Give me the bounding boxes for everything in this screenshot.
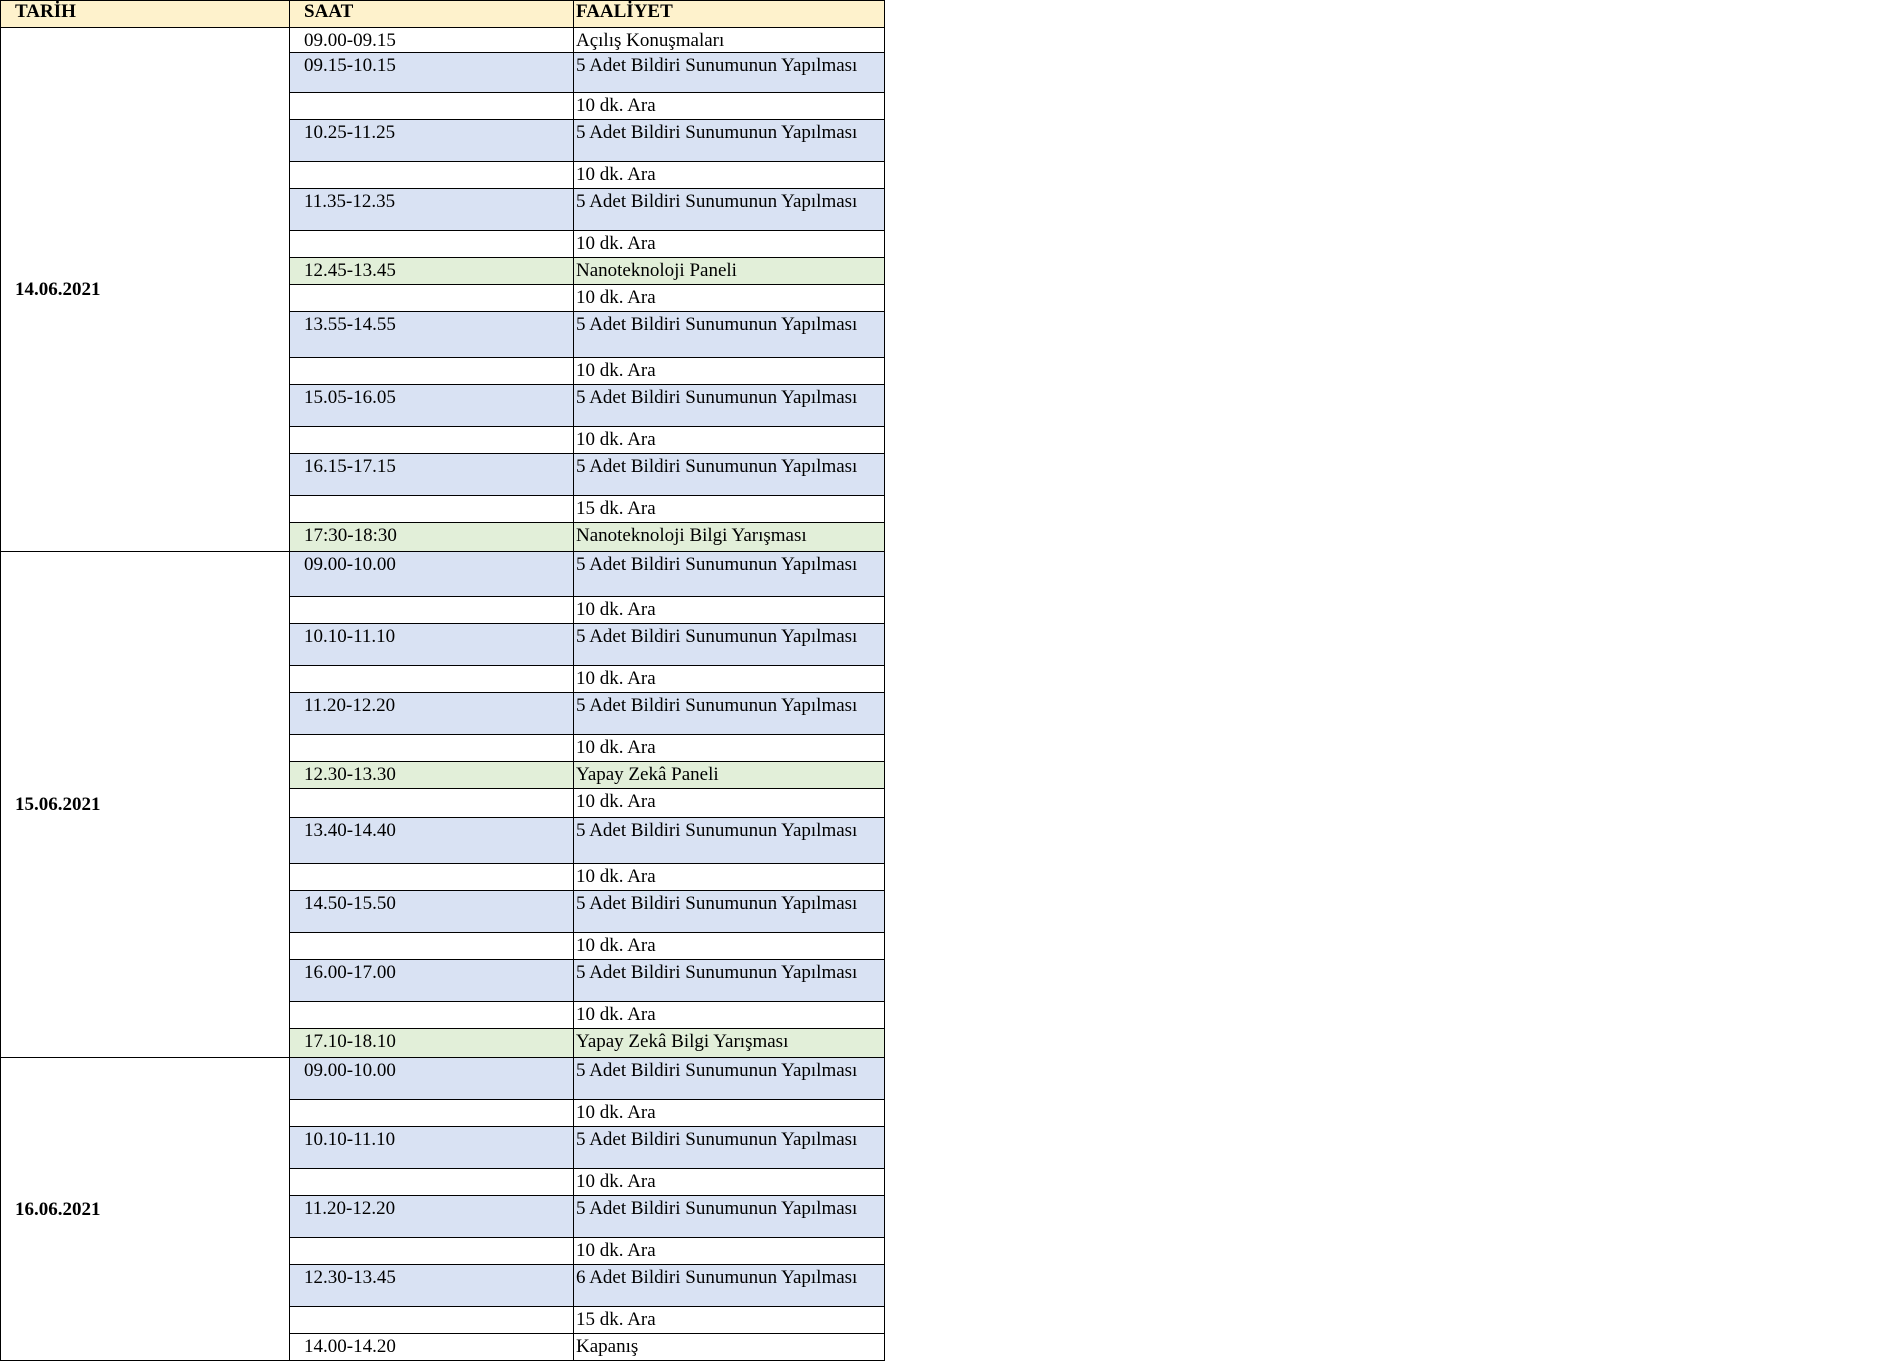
time-cell: 11.20-12.20 [290, 1196, 574, 1238]
activity-cell: 10 dk. Ara [574, 1169, 885, 1196]
schedule-table [0, 0, 885, 1361]
activity-cell: Nanoteknoloji Paneli [574, 258, 885, 285]
activity-cell: 10 dk. Ara [574, 427, 885, 454]
time-cell [290, 1238, 574, 1265]
time-cell [290, 162, 574, 189]
time-cell: 12.45-13.45 [290, 258, 574, 285]
activity-cell: 10 dk. Ara [574, 93, 885, 120]
activity-cell: 6 Adet Bildiri Sunumunun Yapılması [574, 1265, 885, 1307]
schedule-row [1, 28, 885, 53]
activity-cell: 10 dk. Ara [574, 1238, 885, 1265]
time-cell [290, 93, 574, 120]
header-date: TARİH [1, 1, 290, 28]
time-cell: 16.15-17.15 [290, 454, 574, 496]
date-cell: 14.06.2021 [1, 28, 290, 552]
activity-cell: 5 Adet Bildiri Sunumunun Yapılması [574, 189, 885, 231]
time-cell [290, 285, 574, 312]
time-cell [290, 864, 574, 891]
time-cell: 11.35-12.35 [290, 189, 574, 231]
activity-cell: 5 Adet Bildiri Sunumunun Yapılması [574, 120, 885, 162]
time-cell [290, 735, 574, 762]
time-cell: 10.25-11.25 [290, 120, 574, 162]
schedule-row [1, 552, 885, 597]
activity-cell: 10 dk. Ara [574, 162, 885, 189]
activity-cell: 10 dk. Ara [574, 285, 885, 312]
activity-cell: 10 dk. Ara [574, 864, 885, 891]
activity-cell: 5 Adet Bildiri Sunumunun Yapılması [574, 818, 885, 864]
activity-cell: 10 dk. Ara [574, 597, 885, 624]
time-cell [290, 1100, 574, 1127]
activity-cell: 10 dk. Ara [574, 933, 885, 960]
activity-cell: 5 Adet Bildiri Sunumunun Yapılması [574, 891, 885, 933]
activity-cell: 10 dk. Ara [574, 231, 885, 258]
header-activity: FAALİYET [574, 1, 885, 28]
time-cell: 12.30-13.45 [290, 1265, 574, 1307]
time-cell: 13.55-14.55 [290, 312, 574, 358]
activity-cell: 5 Adet Bildiri Sunumunun Yapılması [574, 1058, 885, 1100]
activity-cell: 5 Adet Bildiri Sunumunun Yapılması [574, 312, 885, 358]
date-cell: 15.06.2021 [1, 552, 290, 1058]
time-cell [290, 231, 574, 258]
time-cell: 13.40-14.40 [290, 818, 574, 864]
time-cell: 10.10-11.10 [290, 624, 574, 666]
time-cell: 17:30-18:30 [290, 523, 574, 552]
schedule-row [1, 1058, 885, 1100]
time-cell: 09.00-10.00 [290, 552, 574, 597]
activity-cell: 15 dk. Ara [574, 496, 885, 523]
time-cell [290, 1169, 574, 1196]
time-cell [290, 496, 574, 523]
activity-cell: 15 dk. Ara [574, 1307, 885, 1334]
activity-cell: Açılış Konuşmaları [574, 28, 885, 53]
activity-cell: Yapay Zekâ Bilgi Yarışması [574, 1029, 885, 1058]
activity-cell: 5 Adet Bildiri Sunumunun Yapılması [574, 385, 885, 427]
activity-cell: Yapay Zekâ Paneli [574, 762, 885, 789]
activity-cell: 10 dk. Ara [574, 666, 885, 693]
activity-cell: 10 dk. Ara [574, 358, 885, 385]
activity-cell: 5 Adet Bildiri Sunumunun Yapılması [574, 693, 885, 735]
activity-cell: 10 dk. Ara [574, 1100, 885, 1127]
time-cell: 09.00-10.00 [290, 1058, 574, 1100]
schedule-body [1, 28, 885, 1361]
activity-cell: 10 dk. Ara [574, 1002, 885, 1029]
activity-cell: 5 Adet Bildiri Sunumunun Yapılması [574, 53, 885, 93]
time-cell: 09.00-09.15 [290, 28, 574, 53]
time-cell: 15.05-16.05 [290, 385, 574, 427]
activity-cell: 10 dk. Ara [574, 789, 885, 818]
time-cell: 11.20-12.20 [290, 693, 574, 735]
activity-cell: 10 dk. Ara [574, 735, 885, 762]
time-cell [290, 666, 574, 693]
time-cell: 09.15-10.15 [290, 53, 574, 93]
date-cell: 16.06.2021 [1, 1058, 290, 1361]
activity-cell: 5 Adet Bildiri Sunumunun Yapılması [574, 454, 885, 496]
activity-cell: 5 Adet Bildiri Sunumunun Yapılması [574, 1196, 885, 1238]
activity-cell: Nanoteknoloji Bilgi Yarışması [574, 523, 885, 552]
time-cell [290, 1307, 574, 1334]
time-cell: 10.10-11.10 [290, 1127, 574, 1169]
time-cell [290, 789, 574, 818]
time-cell [290, 1002, 574, 1029]
time-cell: 14.50-15.50 [290, 891, 574, 933]
activity-cell: 5 Adet Bildiri Sunumunun Yapılması [574, 624, 885, 666]
activity-cell: 5 Adet Bildiri Sunumunun Yapılması [574, 960, 885, 1002]
time-cell [290, 597, 574, 624]
activity-cell: 5 Adet Bildiri Sunumunun Yapılması [574, 552, 885, 597]
header-time: SAAT [290, 1, 574, 28]
time-cell: 12.30-13.30 [290, 762, 574, 789]
time-cell [290, 358, 574, 385]
time-cell: 14.00-14.20 [290, 1334, 574, 1361]
activity-cell: 5 Adet Bildiri Sunumunun Yapılması [574, 1127, 885, 1169]
time-cell [290, 933, 574, 960]
activity-cell: Kapanış [574, 1334, 885, 1361]
header-row [1, 1, 885, 28]
time-cell: 17.10-18.10 [290, 1029, 574, 1058]
time-cell: 16.00-17.00 [290, 960, 574, 1002]
time-cell [290, 427, 574, 454]
